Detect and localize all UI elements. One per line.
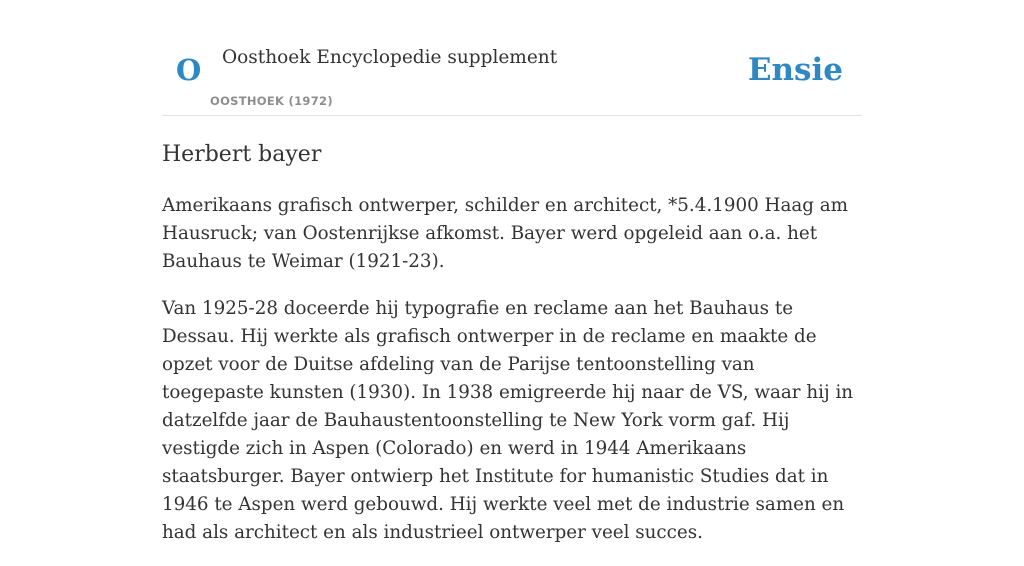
source-header [162,0,862,116]
entry-paragraph: Amerikaans grafisch ontwerper, schilder en architect, *5.4.1900 Haag am Hausruck; van Oostenrijkse afkomst. Bayer werd opgeleid aan o.a. het Bauhaus te Weimar (1921-23). [162,195,849,272]
source-logo: O [176,53,202,87]
entry-body [162,192,862,566]
source-title-link[interactable]: Oosthoek Encyclopedie supplement [222,47,558,68]
entry-title: Herbert bayer [162,142,322,167]
page [162,0,862,543]
entry-paragraph: Van 1925-28 doceerde hij typografie en reclame aan het Bauhaus te Dessau. Hij werkte als grafisch ontwerper in de reclame en maakte de opzet voor de Duitse afdeling van de Parijse tentoonstelling van toegepaste kunsten (1930). In 1938 emigreerde hij naar de VS, waar hij in datzelfde jaar de Bauhaustentoonstelling te New York vorm gaf. Hij vestigde zich in Aspen (Colorado) en werd in 1944 Amerikaans staatsburger. Bayer ontwierp het Institute for humanistic Studies dat in 1946 te Aspen werd gebouwd. Hij werkte veel met de industrie samen en had als architect en als industrieel ontwerper veel succes. [162,298,854,543]
source-subtitle: OOSTHOEK (1972) [210,94,333,108]
brand-logo-link[interactable]: Ensie [747,52,843,88]
